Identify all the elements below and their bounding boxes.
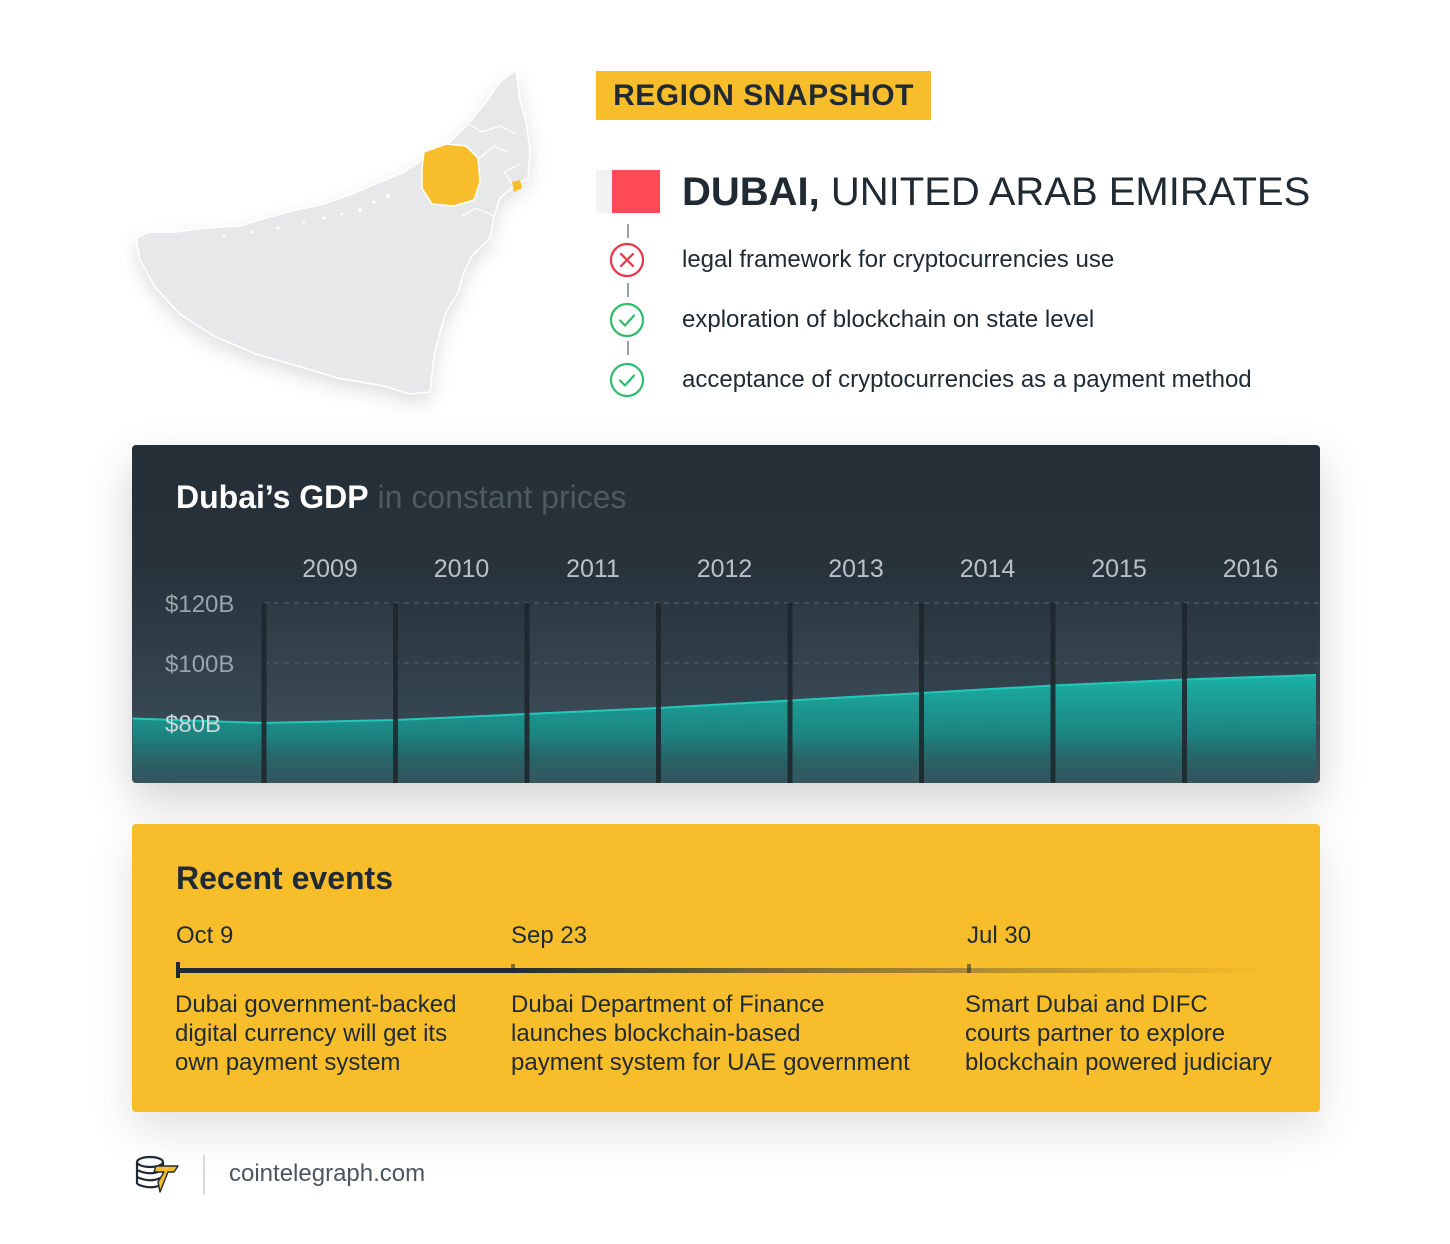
x-tick-label: 2010	[433, 555, 490, 583]
event-line: launches blockchain-based	[511, 1020, 801, 1047]
event-date: Jul 30	[967, 922, 1032, 949]
gdp-title-sub: in constant prices	[377, 479, 627, 515]
timeline-tick	[511, 964, 515, 973]
connector-line	[627, 224, 629, 238]
event-description	[175, 990, 457, 1077]
cross-circle-icon	[608, 241, 646, 279]
column-divider	[1182, 603, 1187, 783]
connector-line	[627, 283, 629, 297]
uae-map-graphic	[128, 60, 558, 405]
x-tick-label: 2009	[302, 555, 358, 583]
event-date: Oct 9	[176, 922, 234, 949]
x-tick-label: 2014	[959, 555, 1016, 583]
criterion-label: legal framework for cryptocurrencies use	[682, 246, 1115, 273]
event-line: own payment system	[175, 1049, 401, 1076]
region-snapshot-badge: REGION SNAPSHOT	[596, 71, 931, 120]
column-divider	[393, 603, 398, 783]
uae-flag-icon	[596, 170, 660, 213]
event-line: payment system for UAE government	[511, 1049, 910, 1076]
column-divider	[788, 603, 793, 783]
x-tick-label: 2011	[566, 555, 620, 583]
event-line: Smart Dubai and DIFC	[965, 991, 1208, 1018]
cointelegraph-logo-icon	[134, 1154, 180, 1194]
gdp-chart-panel	[132, 445, 1320, 783]
criterion-item	[608, 360, 1252, 400]
event-description	[511, 990, 910, 1077]
column-divider	[1051, 603, 1056, 783]
city-name: DUBAI,	[682, 170, 820, 214]
column-divider	[525, 603, 530, 783]
gdp-chart	[132, 445, 1320, 783]
y-tick-label: $80B	[165, 711, 222, 738]
check-circle-icon	[608, 361, 646, 399]
dubai-emirate	[422, 144, 480, 206]
connector-line	[627, 341, 629, 355]
check-circle-icon	[608, 301, 646, 339]
event-line: blockchain powered judiciary	[965, 1049, 1272, 1076]
uae-land	[136, 70, 530, 394]
event-line: Dubai government-backed	[175, 991, 457, 1018]
column-divider	[262, 603, 267, 783]
event-description	[965, 990, 1272, 1077]
y-tick-label: $100B	[165, 651, 235, 678]
event-line: digital currency will get its	[175, 1020, 448, 1047]
x-tick-label: 2013	[828, 555, 884, 583]
recent-events-panel	[132, 824, 1320, 1112]
event-line: Dubai Department of Finance	[511, 991, 825, 1018]
criterion-label: acceptance of cryptocurrencies as a payment method	[682, 366, 1252, 393]
footer-site-link[interactable]: cointelegraph.com	[229, 1160, 426, 1187]
x-tick-label: 2012	[696, 555, 753, 583]
criterion-label: exploration of blockchain on state level	[682, 306, 1095, 333]
footer-divider	[203, 1155, 205, 1195]
events-title: Recent events	[176, 860, 393, 896]
timeline-tick	[176, 962, 180, 978]
criterion-item	[608, 300, 1095, 340]
event-line: courts partner to explore	[965, 1020, 1226, 1047]
x-tick-label: 2016	[1222, 555, 1279, 583]
criterion-item	[608, 240, 1115, 280]
location-title	[682, 168, 1310, 216]
y-tick-label: $120B	[165, 591, 235, 618]
column-divider	[919, 603, 924, 783]
gdp-title-main: Dubai’s GDP	[176, 479, 369, 515]
timeline-tick	[967, 964, 971, 973]
event-date: Sep 23	[511, 922, 588, 949]
country-name: UNITED ARAB EMIRATES	[830, 170, 1311, 214]
uae-map	[128, 60, 558, 405]
column-divider	[656, 603, 661, 783]
timeline-line	[178, 968, 1268, 973]
x-tick-label: 2015	[1091, 555, 1147, 583]
